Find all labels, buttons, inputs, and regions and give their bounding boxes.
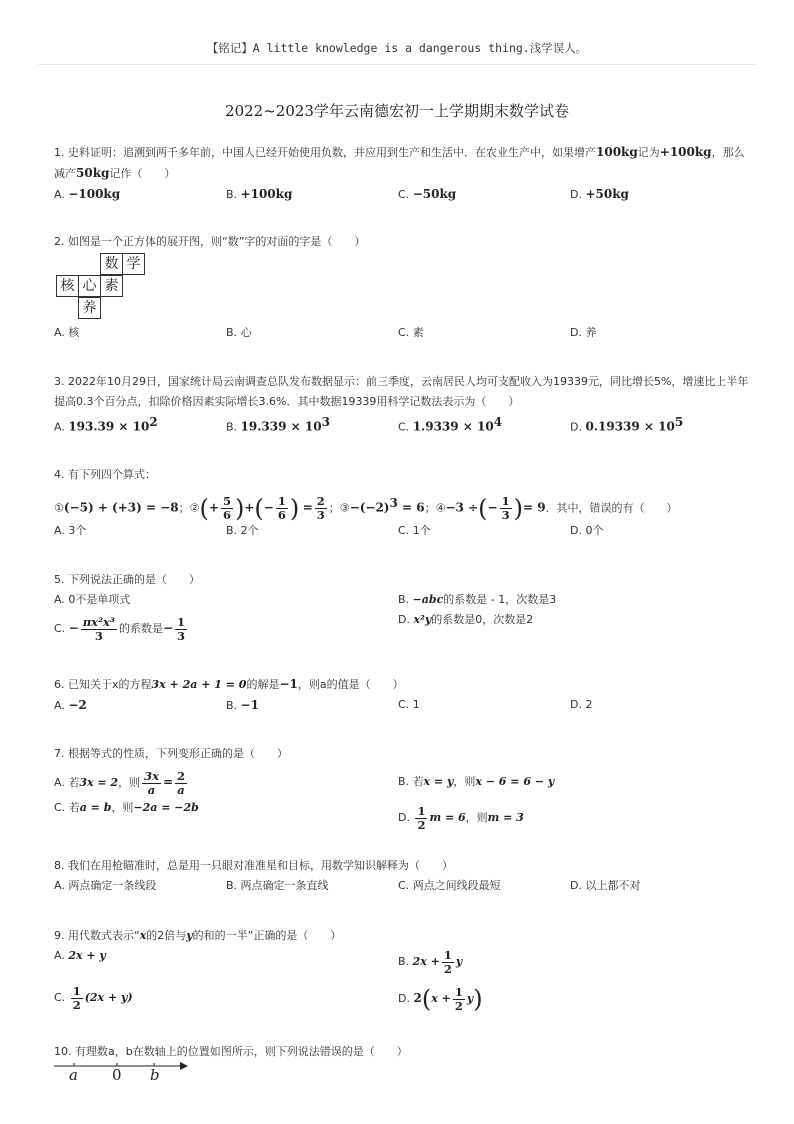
question-9 xyxy=(54,926,744,1018)
option-a[interactable]: A. 2x + y xyxy=(54,949,106,962)
question-5-stem: 5. 下列说法正确的是（ ） xyxy=(54,573,200,586)
net-cell: 素 xyxy=(100,275,123,297)
question-7 xyxy=(54,744,744,836)
question-2 xyxy=(54,232,744,252)
net-cell: 数 xyxy=(100,253,123,275)
number-line-arrow xyxy=(180,1062,188,1070)
question-4-options xyxy=(54,521,744,541)
net-cell: 心 xyxy=(78,275,101,297)
question-3-stem: 3. 2022年10月29日，国家统计局云南调查总队发布数据显示：前三季度，云南居民人均可支配收入为19339元，同比增长5%，增速比上半年 xyxy=(54,375,749,388)
option-c[interactable]: C. 1个 xyxy=(398,524,431,537)
option-b[interactable]: B. 2x + $\frac{1}{2}$ y xyxy=(398,947,463,976)
question-7-stem: 7. 根据等式的性质，下列变形正确的是（ ） xyxy=(54,747,288,760)
option-a[interactable]: A. 核 xyxy=(54,326,80,339)
option-d[interactable]: D. $0.19339 \times 10^5$ xyxy=(570,415,684,434)
option-a[interactable]: A. $193.39 \times 10^2$ xyxy=(54,415,158,434)
label-zero: 0 xyxy=(112,1066,122,1084)
net-cell: 核 xyxy=(56,275,79,297)
option-d[interactable]: D. 2 xyxy=(570,698,593,711)
question-2-options xyxy=(54,323,744,343)
net-cell: 养 xyxy=(78,297,101,319)
option-d[interactable]: D. 以上都不对 xyxy=(570,879,641,892)
question-8-options xyxy=(54,876,744,896)
option-a[interactable]: A. 若3x = 2，则 $\frac{3x}{a}$ = $\frac{2}{a}$ xyxy=(54,768,186,797)
option-d[interactable]: D. $\frac{1}{2}$ m = 6，则m = 3 xyxy=(398,803,524,832)
option-c[interactable]: C. − $\frac{\text{πx²x³}}{3}$ 的系数是− $\frac{1}{3}$ xyxy=(54,614,186,643)
option-b[interactable]: B. 若x = y，则x − 6 = 6 − y xyxy=(398,775,555,788)
option-d[interactable]: D. 2(x + $\frac{1}{2}$ y) xyxy=(398,984,483,1013)
net-cell: 学 xyxy=(122,253,145,275)
option-c[interactable]: C. 素 xyxy=(398,326,424,339)
option-d[interactable]: D. 0个 xyxy=(570,524,604,537)
option-a[interactable]: A. 两点确定一条线段 xyxy=(54,879,157,892)
question-8-stem: 8. 我们在用枪瞄准时，总是用一只眼对准准星和目标，用数学知识解释为（ ） xyxy=(54,859,453,872)
motto-header: 【铭记】A little knowledge is a dangerous thing.浅学误人。 xyxy=(206,41,588,55)
option-a[interactable]: A. 0不是单项式 xyxy=(54,593,131,606)
question-1-stem: 1. 史料证明：追溯到两千多年前，中国人已经开始使用负数，并应用到生产和生活中．在农业生产中，如果增产100kg记为+100kg，那么 xyxy=(54,145,745,159)
question-1: 1. 史料证明：追溯到两千多年前，中国人已经开始使用负数，并应用到生产和生活中．在农业生产中，如果增产100kg记为+100kg，那么 减产50kg记作（ ） A. −100kg B. +100kg C. −50kg D. +50kg xyxy=(54,142,744,204)
option-c[interactable]: C. 1 xyxy=(398,698,420,711)
label-a: a xyxy=(69,1066,78,1084)
option-a[interactable]: A. −100kg xyxy=(54,187,121,201)
option-c[interactable]: C. 两点之间线段最短 xyxy=(398,879,501,892)
label-b: b xyxy=(150,1066,160,1084)
question-4 xyxy=(54,465,744,541)
option-c[interactable]: C. −50kg xyxy=(398,187,457,201)
page-title: 2022~2023学年云南德宏初一上学期期末数学试卷 xyxy=(225,102,569,120)
question-1-options xyxy=(54,184,744,204)
question-6-stem: 6. 已知关于x的方程3x + 2a + 1 = 0的解是−1，则a的值是（ ） xyxy=(54,677,404,691)
option-b[interactable]: B. 两点确定一条直线 xyxy=(226,879,329,892)
option-b[interactable]: B. $19.339 \times 10^3$ xyxy=(226,415,330,434)
question-3: 3. 2022年10月29日，国家统计局云南调查总队发布数据显示：前三季度，云南居民人均可支配收入为19339元，同比增长5%，增速比上半年 提高0.3个百分点，扣除价格因素实际增长3.6%．其中数据19339用科学记数法表示为（ ） A. $193.39 \times 10^2$ B. $19.339 \times 10^3$ C. $1.9339 \times 10^4$ D. $0.19339 \times 10^5$ xyxy=(54,372,744,436)
option-c[interactable]: C. $1.9339 \times 10^4$ xyxy=(398,415,503,434)
option-b[interactable]: B. +100kg xyxy=(226,187,293,201)
option-a[interactable]: A. 3个 xyxy=(54,524,87,537)
option-b[interactable]: B. −abc的系数是 - 1，次数是3 xyxy=(398,593,557,606)
number-line-figure xyxy=(54,1058,194,1091)
cube-net-figure xyxy=(54,253,214,325)
question-4-expressions: ①(−5) + (+3) = −8；②(+ $\frac{5}{6}$ )+(− $\frac{1}{6}$ ) = $\frac{2}{3}$ ；$③-(-2)^3 = 6$；④−3 ÷(− $\frac{1}{3}$ )= 9．其中，错误的有（ ） xyxy=(54,494,678,523)
question-5 xyxy=(54,570,744,646)
question-8 xyxy=(54,856,744,896)
option-b[interactable]: B. 心 xyxy=(226,326,252,339)
header-divider xyxy=(38,64,756,65)
question-10-stem: 10. 有理数a，b在数轴上的位置如图所示，则下列说法错误的是（ ） xyxy=(54,1045,408,1058)
question-6-options xyxy=(54,695,744,715)
option-c[interactable]: C. $\frac{1}{2}$ (2x + y) xyxy=(54,983,133,1012)
option-d[interactable]: D. +50kg xyxy=(570,187,629,201)
question-3-options xyxy=(54,412,744,436)
option-d[interactable]: D. 养 xyxy=(570,326,597,339)
question-4-stem: 4. 有下列四个算式： xyxy=(54,468,156,481)
question-6 xyxy=(54,674,744,715)
option-a[interactable]: A. −2 xyxy=(54,698,87,712)
question-9-stem: 9. 用代数式表示“x的2倍与y的和的一半”正确的是（ ） xyxy=(54,929,342,942)
option-d[interactable]: D. x²y的系数是0，次数是2 xyxy=(398,613,534,626)
option-b[interactable]: B. −1 xyxy=(226,698,259,712)
option-b[interactable]: B. 2个 xyxy=(226,524,259,537)
question-2-stem: 2. 如图是一个正方体的展开图，则“数”字的对面的字是（ ） xyxy=(54,235,366,248)
option-c[interactable]: C. 若a = b，则−2a = −2b xyxy=(54,801,199,814)
